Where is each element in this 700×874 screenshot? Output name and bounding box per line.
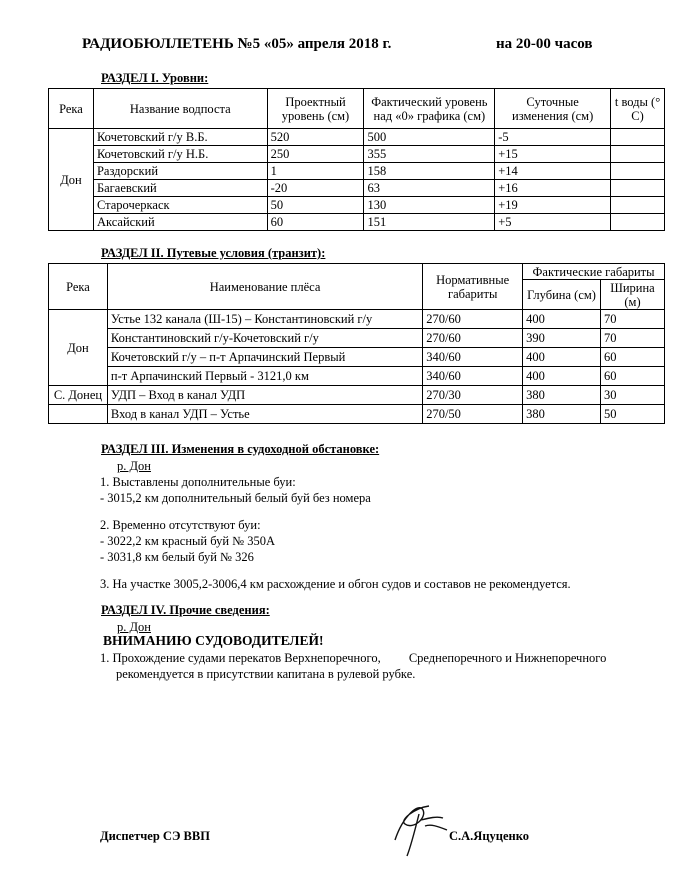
table-row xyxy=(49,367,665,386)
depth-cell: 380 xyxy=(523,405,601,424)
section3-item1-line: - 3015,2 км дополнительный белый буй без номера xyxy=(100,491,371,505)
bulletin-title: РАДИОБЮЛЛЕТЕНЬ №5 «05» апреля 2018 г. xyxy=(82,36,392,52)
actual-cell: 355 xyxy=(364,146,495,163)
section4-item1-line1: 1. Прохождение судами перекатов Верхнепоречного, Среднепоречного и Нижнепоречного xyxy=(100,651,607,665)
table-row xyxy=(49,180,665,197)
stretch-cell: Устье 132 канала (Ш-15) – Константиновский г/у xyxy=(107,310,422,329)
actual-cell: 130 xyxy=(364,197,495,214)
depth-cell: 390 xyxy=(523,329,601,348)
section3-item3: 3. На участке 3005,2-3006,4 км расхождение и обгон судов и составов не рекомендуется. xyxy=(100,577,571,591)
design-cell: 1 xyxy=(267,163,364,180)
actual-cell: 500 xyxy=(364,129,495,146)
section3-item2-line: - 3031,8 км белый буй № 326 xyxy=(100,550,254,564)
transit-table xyxy=(48,263,665,424)
river-cell-empty xyxy=(49,405,108,424)
design-cell: -20 xyxy=(267,180,364,197)
table-row xyxy=(49,310,665,329)
attention-heading: ВНИМАНИЮ СУДОВОДИТЕЛЕЙ! xyxy=(103,633,324,648)
stretch-cell: Вход в канал УДП – Устье xyxy=(107,405,422,424)
col-design-level: Проектный уровень (см) xyxy=(267,89,364,129)
norm-cell: 270/50 xyxy=(423,405,523,424)
signature-image xyxy=(385,796,455,860)
station-cell: Старочеркаск xyxy=(93,197,267,214)
table-row xyxy=(49,146,665,163)
col-river: Река xyxy=(49,264,108,310)
design-cell: 60 xyxy=(267,214,364,231)
signer-role: Диспетчер СЭ ВВП xyxy=(100,829,210,843)
stretch-cell: Константиновский г/у-Кочетовский г/у xyxy=(107,329,422,348)
col-station: Название водпоста xyxy=(93,89,267,129)
station-cell: Аксайский xyxy=(93,214,267,231)
bulletin-time: на 20-00 часов xyxy=(496,36,593,52)
station-cell: Раздорский xyxy=(93,163,267,180)
table-row xyxy=(49,348,665,367)
signer-name: С.А.Яцуценко xyxy=(449,829,530,843)
section3-item1-title: 1. Выставлены дополнительные буи: xyxy=(100,475,296,489)
temp-cell xyxy=(611,197,665,214)
river-cell: Дон xyxy=(49,129,94,231)
bulletin-header xyxy=(82,36,642,53)
table-row xyxy=(49,329,665,348)
section3-river xyxy=(117,458,151,474)
station-cell: Кочетовский г/у В.Б. xyxy=(93,129,267,146)
norm-cell: 340/60 xyxy=(423,367,523,386)
river-cell: Дон xyxy=(49,310,108,386)
section3-item2-line: - 3022,2 км красный буй № 350А xyxy=(100,534,275,548)
station-cell: Кочетовский г/у Н.Б. xyxy=(93,146,267,163)
section3-title: РАЗДЕЛ III. Изменения в судоходной обстановке: xyxy=(101,442,380,456)
width-cell: 70 xyxy=(601,310,665,329)
temp-cell xyxy=(611,214,665,231)
design-cell: 520 xyxy=(267,129,364,146)
width-cell: 30 xyxy=(601,386,665,405)
width-cell: 60 xyxy=(601,348,665,367)
temp-cell xyxy=(611,163,665,180)
river-label: р. Дон xyxy=(117,620,151,634)
actual-cell: 63 xyxy=(364,180,495,197)
daily-cell: +15 xyxy=(495,146,611,163)
depth-cell: 400 xyxy=(523,367,601,386)
design-cell: 50 xyxy=(267,197,364,214)
section1-title: РАЗДЕЛ I. Уровни: xyxy=(101,71,209,85)
stretch-cell: п-т Арпачинский Первый - 3121,0 км xyxy=(107,367,422,386)
table-row xyxy=(49,386,665,405)
table-row xyxy=(49,405,665,424)
stretch-cell: Кочетовский г/у – п-т Арпачинский Первый xyxy=(107,348,422,367)
width-cell: 70 xyxy=(601,329,665,348)
river-cell: С. Донец xyxy=(49,386,108,405)
station-cell: Багаевский xyxy=(93,180,267,197)
norm-cell: 270/60 xyxy=(423,310,523,329)
actual-cell: 151 xyxy=(364,214,495,231)
temp-cell xyxy=(611,129,665,146)
table-row xyxy=(49,163,665,180)
norm-cell: 270/60 xyxy=(423,329,523,348)
temp-cell xyxy=(611,180,665,197)
col-width: Ширина (м) xyxy=(601,280,665,310)
norm-cell: 270/30 xyxy=(423,386,523,405)
river-label: р. Дон xyxy=(117,459,151,473)
col-actual-dims: Фактические габариты xyxy=(523,264,665,280)
col-norm-dims: Нормативные габариты xyxy=(423,264,523,310)
col-river: Река xyxy=(49,89,94,129)
col-water-temp: t воды (° С) xyxy=(611,89,665,129)
section2-title: РАЗДЕЛ II. Путевые условия (транзит): xyxy=(101,246,326,260)
design-cell: 250 xyxy=(267,146,364,163)
col-actual-level: Фактический уровень над «0» графика (см) xyxy=(364,89,495,129)
temp-cell xyxy=(611,146,665,163)
depth-cell: 400 xyxy=(523,310,601,329)
col-stretch: Наименование плёса xyxy=(107,264,422,310)
col-depth: Глубина (см) xyxy=(523,280,601,310)
width-cell: 50 xyxy=(601,405,665,424)
daily-cell: +16 xyxy=(495,180,611,197)
section4-item1-line2: рекомендуется в присутствии капитана в рулевой рубке. xyxy=(116,667,416,681)
signature-stroke xyxy=(395,806,447,856)
levels-table xyxy=(48,88,665,231)
depth-cell: 380 xyxy=(523,386,601,405)
width-cell: 60 xyxy=(601,367,665,386)
norm-cell: 340/60 xyxy=(423,348,523,367)
actual-cell: 158 xyxy=(364,163,495,180)
daily-cell: +19 xyxy=(495,197,611,214)
table-row xyxy=(49,197,665,214)
table-row xyxy=(49,214,665,231)
daily-cell: -5 xyxy=(495,129,611,146)
daily-cell: +5 xyxy=(495,214,611,231)
table-row xyxy=(49,129,665,146)
section4-title: РАЗДЕЛ IV. Прочие сведения: xyxy=(101,603,270,617)
stretch-cell: УДП – Вход в канал УДП xyxy=(107,386,422,405)
section3-item2-title: 2. Временно отсутствуют буи: xyxy=(100,518,261,532)
depth-cell: 400 xyxy=(523,348,601,367)
col-daily-change: Суточные изменения (см) xyxy=(495,89,611,129)
daily-cell: +14 xyxy=(495,163,611,180)
